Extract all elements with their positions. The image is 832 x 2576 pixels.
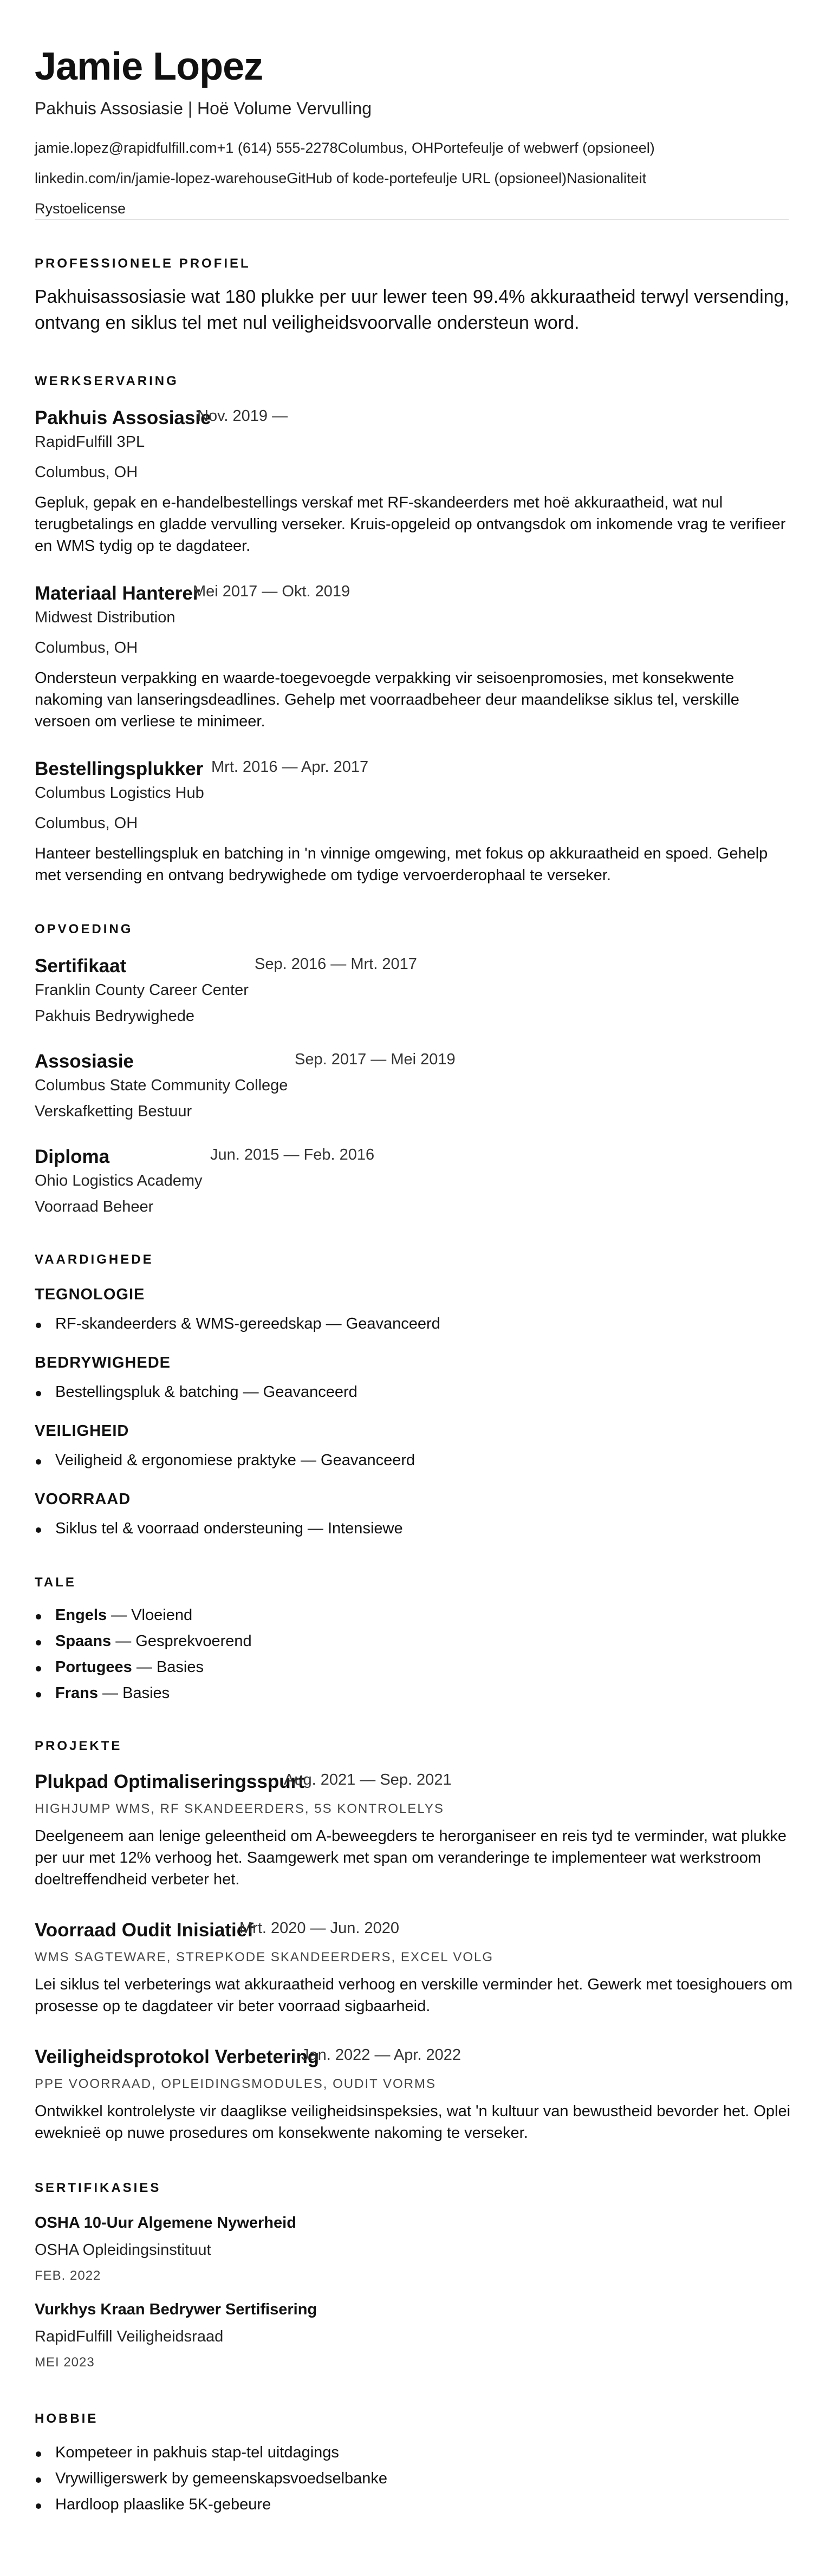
education-degree: Assosiasie <box>35 1051 134 1072</box>
hobby-item: Hardloop plaaslike 5K-gebeure <box>55 2496 271 2513</box>
education-field: Voorraad Beheer <box>35 1198 154 1215</box>
education-degree: Sertifikaat <box>35 955 127 977</box>
language-name: Portugees <box>55 1658 132 1676</box>
job-company: Columbus Logistics Hub <box>35 784 204 802</box>
skill-category: BEDRYWIGHEDE <box>35 1354 171 1371</box>
language-level: — Gesprekvoerend <box>111 1632 252 1650</box>
education-degree: Diploma <box>35 1146 110 1167</box>
certification-date: MEI 2023 <box>35 2355 95 2370</box>
education-school: Columbus State Community College <box>35 1077 288 1094</box>
contact-line-1: jamie.lopez@rapidfulfill.com+1 (614) 555-2278Columbus, OHPortefeulje of webwerf (opsioneel) <box>35 140 655 156</box>
section-heading-profile: PROFESSIONELE PROFIEL <box>35 256 251 271</box>
section-heading-education: OPVOEDING <box>35 922 133 936</box>
job-location: Columbus, OH <box>35 815 138 832</box>
section-heading-experience: WERKSERVARING <box>35 374 179 388</box>
language-name: Spaans <box>55 1632 112 1650</box>
job-dates: Mrt. 2016 — Apr. 2017 <box>211 758 369 776</box>
job-title: Materiaal Hanterer <box>35 583 200 604</box>
candidate-name: Jamie Lopez <box>35 45 263 88</box>
job-dates: Mei 2017 — Okt. 2019 <box>193 583 350 600</box>
project-description: Deelgeneem aan lenige geleentheid om A-beweegders te herorganiseer en reis tyd te verminder, wat plukke per uur met 12% verhoog het. Saamgewerk met span om veranderinge te implementeer wat werkstroom doeltreffendheid verbeter het. <box>35 1827 787 1888</box>
project-tools: WMS SAGTEWARE, STREPKODE SKANDEERDERS, EXCEL VOLG <box>35 1950 494 1964</box>
certification-title: Vurkhys Kraan Bedrywer Sertifisering <box>35 2301 317 2318</box>
education-dates: Sep. 2017 — Mei 2019 <box>295 1051 456 1068</box>
education-dates: Jun. 2015 — Feb. 2016 <box>210 1146 375 1163</box>
language-item <box>55 1658 204 1676</box>
job-description: Ondersteun verpakking en waarde-toegevoegde verpakking vir seisoenpromosies, met konsekwente nakoming van lanseringsdeadlines. Gehelp met voorraadbeheer deur maandelikse siklus tel, verskille versoen om verliese te minimeer. <box>35 669 739 730</box>
hobby-item: Kompeteer in pakhuis stap-tel uitdagings <box>55 2444 339 2461</box>
education-field: Verskafketting Bestuur <box>35 1103 192 1120</box>
project-title: Veiligheidsprotokol Verbetering <box>35 2046 320 2067</box>
project-title: Voorraad Oudit Inisiatief <box>35 1920 253 1941</box>
education-school: Ohio Logistics Academy <box>35 1172 203 1189</box>
skill-item: Bestellingspluk & batching — Geavanceerd <box>55 1383 358 1401</box>
header-divider <box>35 219 789 220</box>
skill-item: RF-skandeerders & WMS-gereedskap — Geavanceerd <box>55 1315 440 1332</box>
skill-category: VOORRAAD <box>35 1491 131 1508</box>
language-level: — Vloeiend <box>107 1606 193 1624</box>
job-description: Gepluk, gepak en e-handelbestellings verskaf met RF-skandeerders met hoë akkuraatheid, wat nul terugbetalings en gladde vervulling verseker. Kruis-opgeleid op ontvangsdok om inkomende vrag te verifieer en WMS tydig op te dagdateer. <box>35 494 786 555</box>
section-heading-hobbies: HOBBIE <box>35 2411 99 2426</box>
job-company: RapidFulfill 3PL <box>35 433 145 451</box>
skill-category: VEILIGHEID <box>35 1422 129 1440</box>
language-level: — Basies <box>98 1684 170 1702</box>
certification-issuer: OSHA Opleidingsinstituut <box>35 2241 211 2259</box>
language-name: Engels <box>55 1606 107 1624</box>
project-description: Ontwikkel kontrolelyste vir daaglikse veiligheidsinspeksies, wat 'n kultuur van bewustheid bevorder het. Oplei eweknieë op nuwe prosedures om konsekwente nakoming te verseker. <box>35 2103 791 2142</box>
language-level: — Basies <box>132 1658 204 1676</box>
section-heading-projects: PROJEKTE <box>35 1739 122 1753</box>
job-title: Bestellingsplukker <box>35 758 204 779</box>
contact-line-2: linkedin.com/in/jamie-lopez-warehouseGitHub of kode-portefeulje URL (opsioneel)Nasionaliteit <box>35 170 647 186</box>
project-title: Plukpad Optimaliseringsspurt <box>35 1771 304 1792</box>
language-item <box>55 1684 170 1702</box>
project-tools: PPE VOORRAAD, OPLEIDINGSMODULES, OUDIT VORMS <box>35 2077 437 2091</box>
profile-summary: Pakhuisassosiasie wat 180 plukke per uur lewer teen 99.4% akkuraatheid terwyl versending, ontvang en siklus tel met nul veiligheidsvoorvalle ondersteun word. <box>35 287 789 333</box>
section-heading-skills: VAARDIGHEDE <box>35 1252 154 1267</box>
project-dates: Mrt. 2020 — Jun. 2020 <box>239 1920 399 1937</box>
contact-line-3: Rystoelicense <box>35 200 126 217</box>
skill-category: TEGNOLOGIE <box>35 1286 145 1303</box>
job-company: Midwest Distribution <box>35 609 176 626</box>
project-tools: HIGHJUMP WMS, RF SKANDEERDERS, 5S KONTROLELYS <box>35 1801 444 1816</box>
education-field: Pakhuis Bedrywighede <box>35 1007 195 1025</box>
education-dates: Sep. 2016 — Mrt. 2017 <box>255 955 417 973</box>
headline: Pakhuis Assosiasie | Hoë Volume Vervulling <box>35 99 372 118</box>
skill-item: Veiligheid & ergonomiese praktyke — Geavanceerd <box>55 1452 415 1469</box>
job-location: Columbus, OH <box>35 464 138 481</box>
certification-date: FEB. 2022 <box>35 2268 101 2283</box>
certification-title: OSHA 10-Uur Algemene Nywerheid <box>35 2214 296 2232</box>
language-item <box>55 1632 252 1650</box>
section-heading-certifications: SERTIFIKASIES <box>35 2181 161 2195</box>
job-description: Hanteer bestellingspluk en batching in 'n vinnige omgewing, met fokus op akkuraatheid en spoed. Gehelp met versending en ontvang bedrywighede om tydige vervoerderophaal te verseker. <box>35 845 768 884</box>
language-item <box>55 1606 192 1624</box>
skill-item: Siklus tel & voorraad ondersteuning — Intensiewe <box>55 1520 403 1537</box>
education-school: Franklin County Career Center <box>35 981 249 999</box>
job-location: Columbus, OH <box>35 639 138 656</box>
project-description: Lei siklus tel verbeterings wat akkuraatheid verhoog en verskille verminder het. Gewerk met toesighouers om prosesse op te dagdateer vir beter voorraad sigbaarheid. <box>35 1976 793 2015</box>
project-dates: Aug. 2021 — Sep. 2021 <box>284 1771 452 1788</box>
project-dates: Jan. 2022 — Apr. 2022 <box>301 2046 461 2064</box>
job-dates: Nov. 2019 — <box>197 407 288 425</box>
certification-issuer: RapidFulfill Veiligheidsraad <box>35 2328 224 2345</box>
language-name: Frans <box>55 1684 98 1702</box>
section-heading-languages: TALE <box>35 1575 76 1590</box>
job-title: Pakhuis Assosiasie <box>35 407 211 428</box>
hobby-item: Vrywilligerswerk by gemeenskapsvoedselbanke <box>55 2470 388 2487</box>
